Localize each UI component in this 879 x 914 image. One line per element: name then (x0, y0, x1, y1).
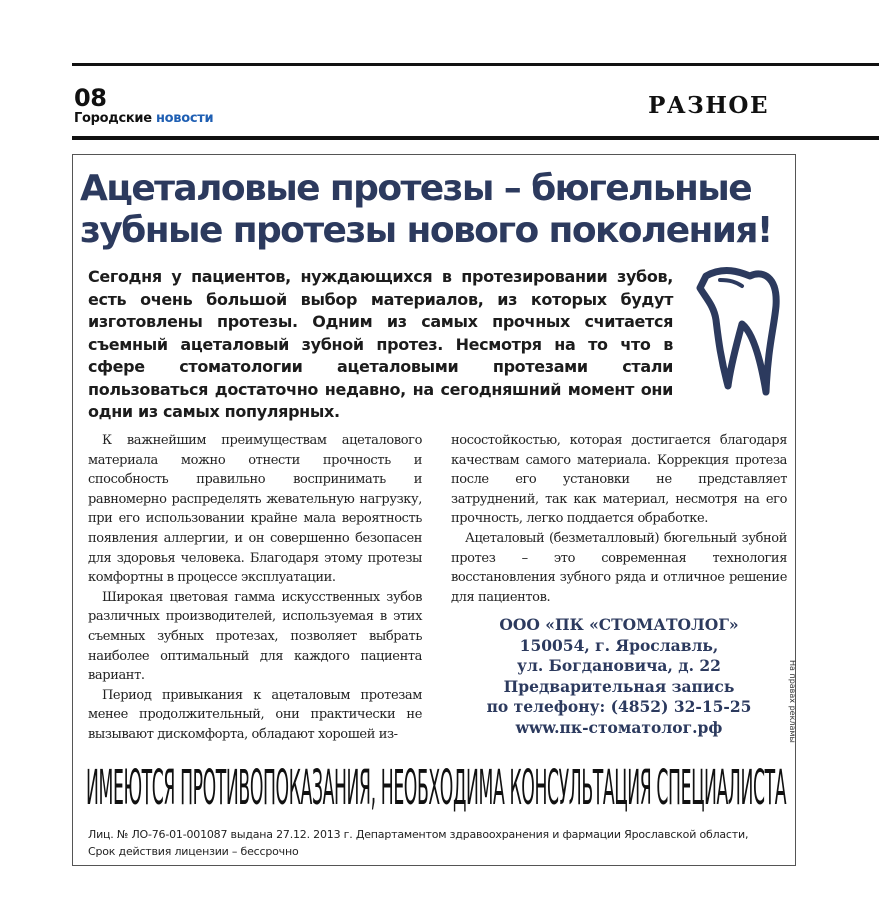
appointment-phone: по телефону: (4852) 32-15-25 (486, 697, 752, 716)
contraindications-warning: ИМЕЮТСЯ ПРОТИВОПОКАЗАНИЯ, НЕОБХОДИМА КОНСУЛЬТАЦИЯ СПЕЦИАЛИСТА (86, 760, 787, 816)
headline-line-1: Ацеталовые протезы – бюгельные (80, 168, 752, 209)
newspaper-name-part2: новости (155, 111, 214, 126)
address-line-1: 150054, г. Ярославль, (519, 635, 719, 655)
license-info (88, 826, 788, 860)
advertising-note-text: На правах рекламы (788, 660, 797, 743)
advertising-note (783, 660, 801, 743)
appointment-line-1: Предварительная запись (503, 676, 735, 696)
body-paragraph: носостойкостью, которая достигается благодаря качествам самого материала. Коррекция протеза после его установки не представляет затруднений, так как материал, несмотря на его прочность, легко поддается обработке. (451, 433, 787, 527)
website-link[interactable]: www.пк-стоматолог.рф (515, 717, 723, 737)
newspaper-name (74, 111, 213, 126)
article-lead: Сегодня у пациентов, нуждающихся в протезировании зубов, есть очень большой выбор материалов, из которых будут изготовлены протезы. Одним из самых прочных считается съемный ацеталовый зубной протез. Несмотря на то что в сфере стоматологии ацеталовыми протезами стали пользоваться достаточно недавно, на сегодняшний момент они одни из самых популярных. (88, 267, 673, 421)
masthead-bottom-rule (72, 136, 879, 140)
contact-block (451, 615, 787, 738)
article-column-right (451, 431, 787, 607)
body-paragraph: Период привыкания к ацеталовым протезам менее продолжительный, они практически не вызывают дискомфорта, обладают хорошей из- (88, 687, 422, 742)
section-title: РАЗНОЕ (648, 92, 769, 119)
license-line-1: Лиц. № ЛО-76-01-001087 выдана 27.12. 2013 г. Департаментом здравоохранения и фармации Ярославской области, (88, 828, 749, 841)
tooth-icon (690, 266, 780, 396)
article-headline (80, 168, 792, 252)
newspaper-name-part1: Городские (74, 111, 152, 126)
article-column-left (88, 431, 422, 745)
body-paragraph: К важнейшим преимуществам ацеталового материала можно отнести прочность и способность правильно воспринимать и равномерно распределять жевательную нагрузку, при его использовании крайне мала вероятность появления аллергии, и он совершенно безопасен для здоровья человека. Благодаря этому протезы комфортны в процессе эксплуатации. (88, 433, 422, 586)
body-paragraph: Широкая цветовая гамма искусственных зубов различных производителей, используемая в этих съемных зубных протезах, позволяет выбрать наиболее оптимальный для каждого пациента вариант. (88, 589, 422, 684)
license-line-2: Срок действия лицензии – бессрочно (88, 845, 299, 858)
headline-line-2: зубные протезы нового поколения! (80, 210, 772, 251)
company-name: ООО «ПК «СТОМАТОЛОГ» (499, 615, 739, 634)
page-number: 08 (74, 84, 107, 112)
address-line-2: ул. Богдановича, д. 22 (517, 656, 721, 675)
body-paragraph: Ацеталовый (безметалловый) бюгельный зубной протез – это современная технология восстановления зубного ряда и отличное решение для пациентов. (451, 530, 787, 605)
masthead-top-rule (72, 63, 879, 66)
